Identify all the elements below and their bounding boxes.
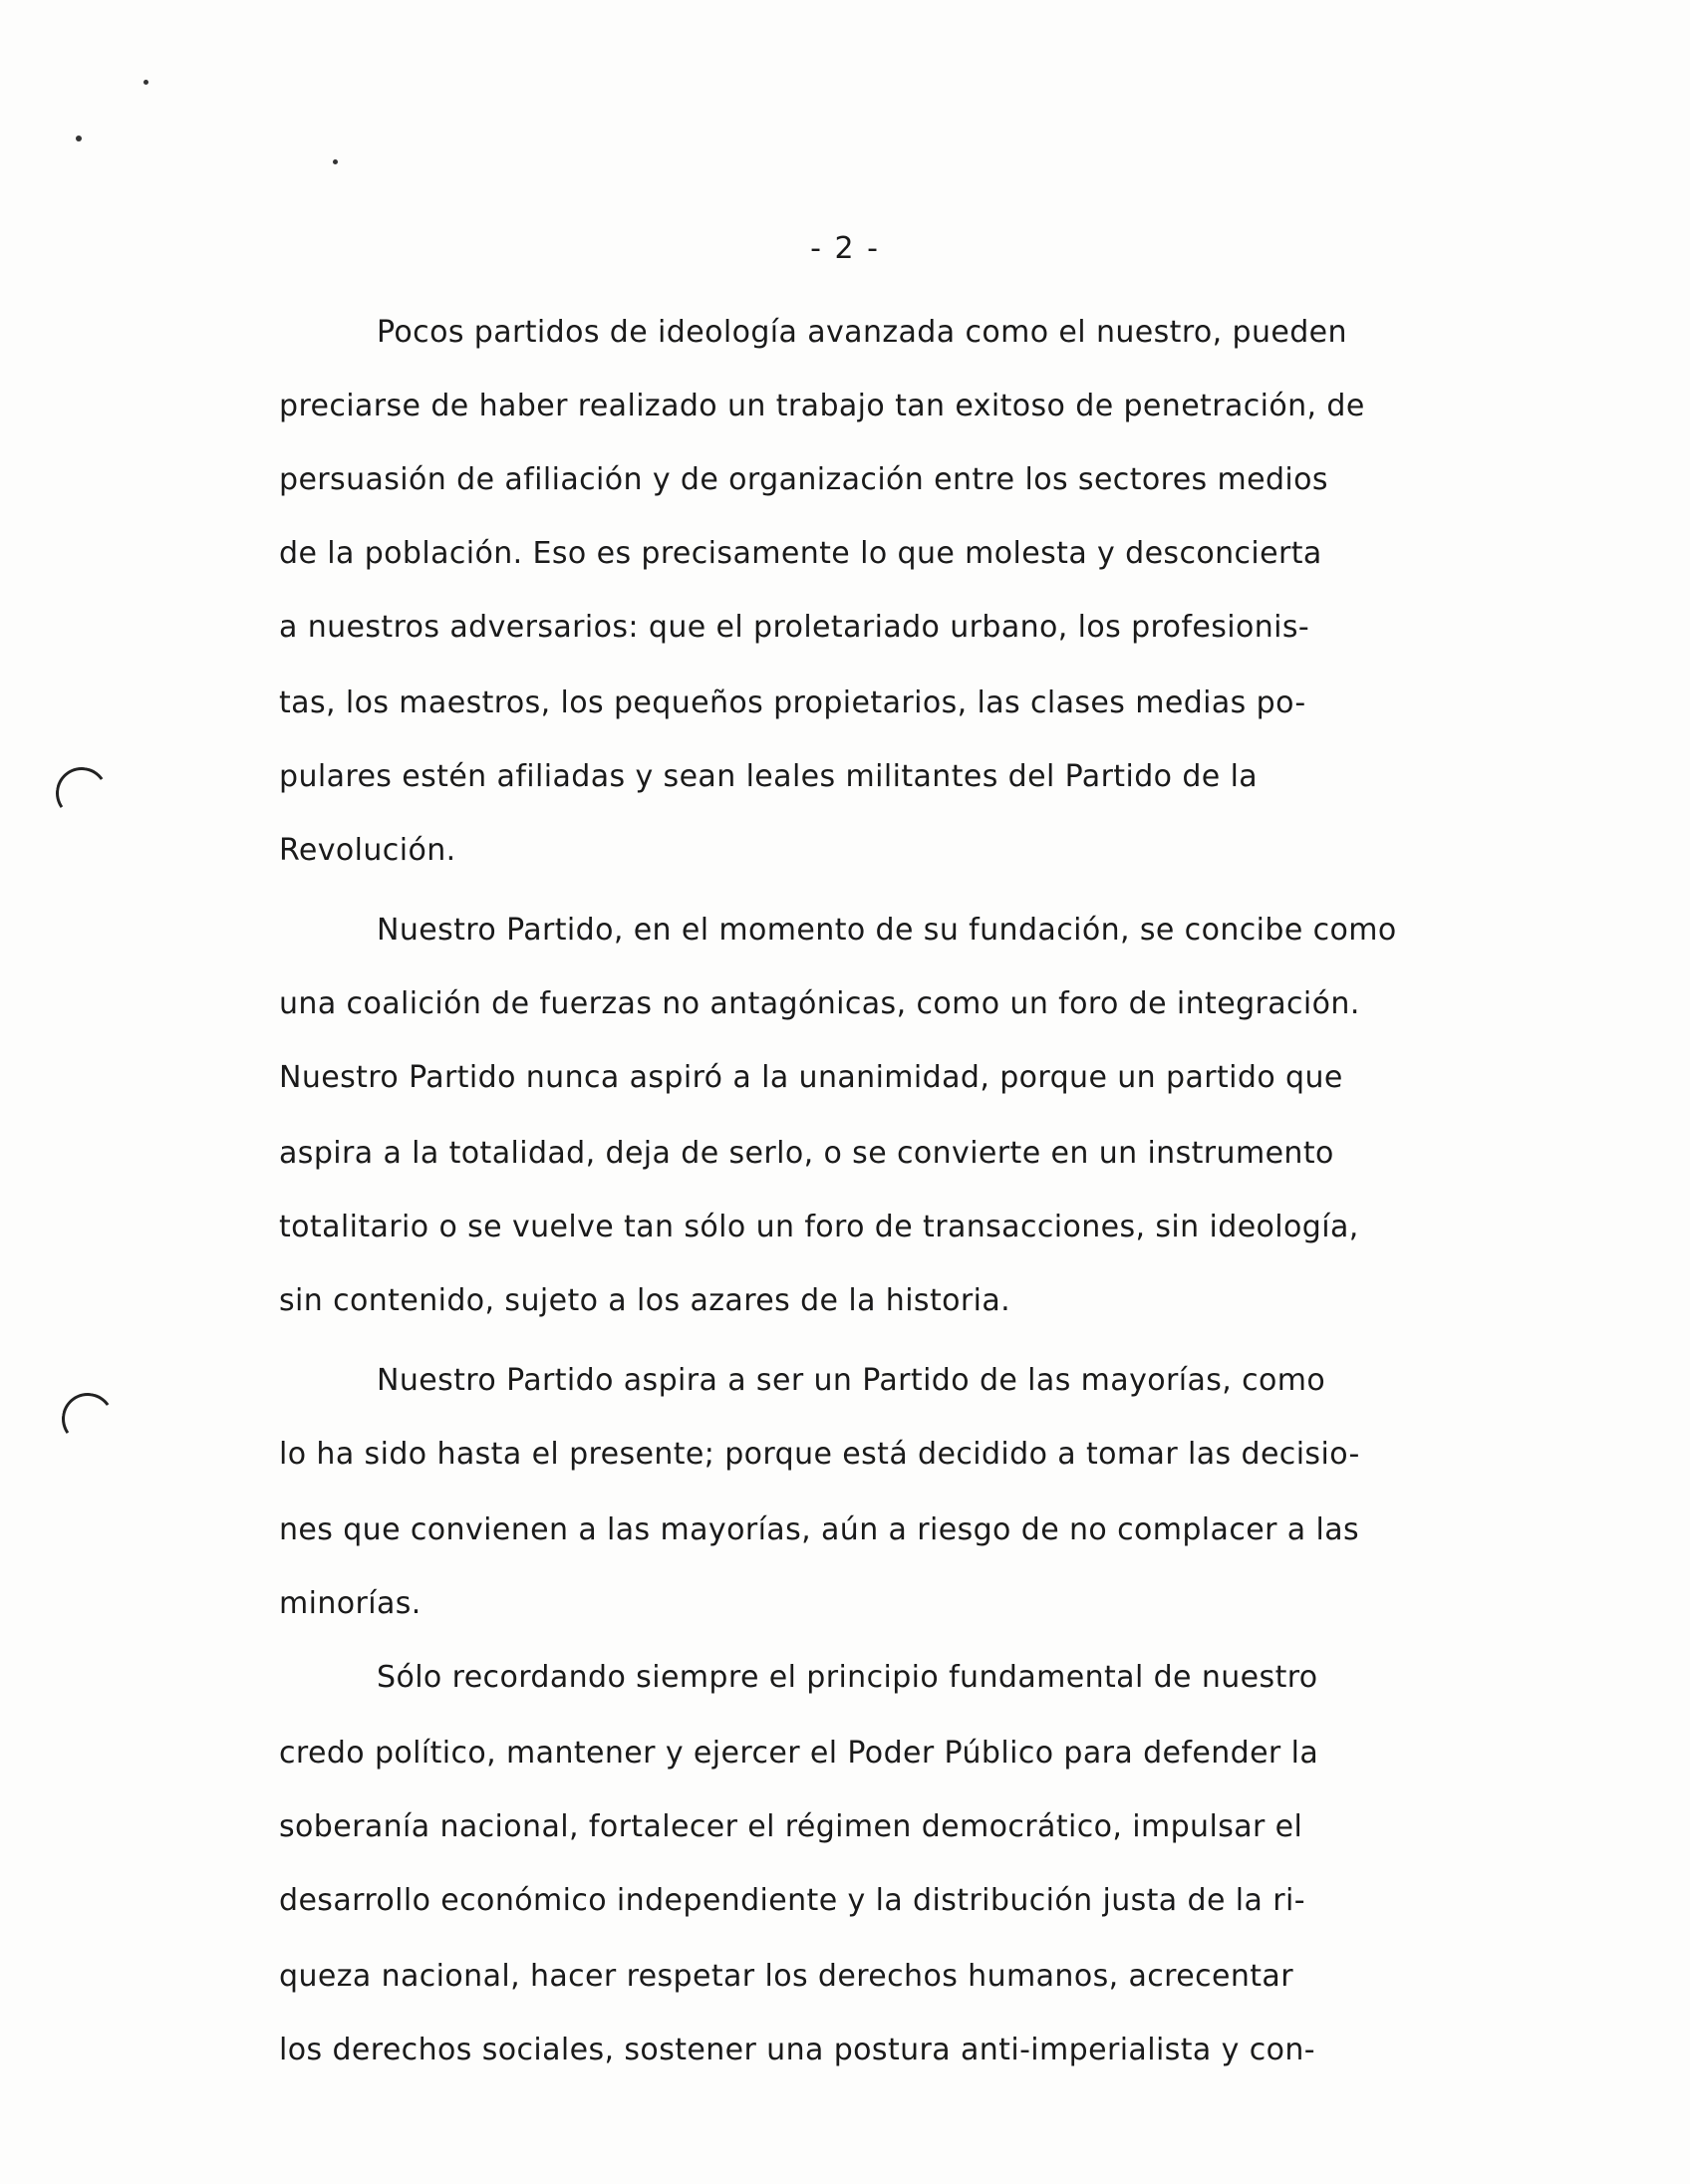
paragraph-2-line-5: totalitario o se vuelve tan sólo un foro de transacciones, sin ideología, — [279, 1210, 1359, 1244]
paragraph-1-line-4: de la población. Eso es precisamente lo que molesta y desconcierta — [279, 536, 1322, 571]
paragraph-4-line-6: los derechos sociales, sostener una postura anti-imperialista y con- — [279, 2033, 1315, 2067]
paragraph-1-line-7: pulares estén afiliadas y sean leales militantes del Partido de la — [279, 759, 1259, 794]
paragraph-1-line-2: preciarse de haber realizado un trabajo tan exitoso de penetración, de — [279, 389, 1365, 423]
paragraph-3-line-2: lo ha sido hasta el presente; porque está decidido a tomar las decisio- — [279, 1437, 1360, 1472]
paragraph-4-line-4: desarrollo económico independiente y la distribución justa de la ri- — [279, 1883, 1305, 1918]
paragraph-2-line-2: una coalición de fuerzas no antagónicas, como un foro de integración. — [279, 986, 1360, 1021]
paragraph-3-line-3: nes que convienen a las mayorías, aún a riesgo de no complacer a las — [279, 1512, 1360, 1547]
speck — [76, 136, 82, 141]
paragraph-4-line-2: credo político, mantener y ejercer el Poder Público para defender la — [279, 1736, 1319, 1771]
paragraph-1-line-6: tas, los maestros, los pequeños propietarios, las clases medias po- — [279, 685, 1306, 720]
paragraph-2-line-1: Nuestro Partido, en el momento de su fundación, se concibe como — [377, 913, 1397, 948]
paragraph-1-line-5: a nuestros adversarios: que el proletariado urbano, los profesionis- — [279, 610, 1310, 645]
paragraph-2-line-6: sin contenido, sujeto a los azares de la historia. — [279, 1283, 1011, 1318]
paragraph-1-line-1: Pocos partidos de ideología avanzada como el nuestro, pueden — [377, 315, 1347, 350]
punch-hole-mark-bottom — [58, 1389, 118, 1449]
speck — [333, 159, 338, 164]
paragraph-4-line-3: soberanía nacional, fortalecer el régimen democrático, impulsar el — [279, 1809, 1303, 1844]
punch-hole-mark-top — [52, 763, 112, 823]
paragraph-2-line-4: aspira a la totalidad, deja de serlo, o se convierte en un instrumento — [279, 1136, 1334, 1171]
paragraph-4-line-5: queza nacional, hacer respetar los derechos humanos, acrecentar — [279, 1959, 1293, 1994]
page-number: - 2 - — [810, 231, 880, 266]
paragraph-4-line-1: Sólo recordando siempre el principio fundamental de nuestro — [377, 1660, 1318, 1695]
paragraph-1-line-8: Revolución. — [279, 833, 456, 868]
speck — [143, 80, 148, 85]
paragraph-1-line-3: persuasión de afiliación y de organización entre los sectores medios — [279, 462, 1328, 497]
paragraph-3-line-1: Nuestro Partido aspira a ser un Partido de las mayorías, como — [377, 1363, 1326, 1398]
paragraph-2-line-3: Nuestro Partido nunca aspiró a la unanimidad, porque un partido que — [279, 1060, 1343, 1095]
paragraph-3-line-4: minorías. — [279, 1586, 422, 1621]
